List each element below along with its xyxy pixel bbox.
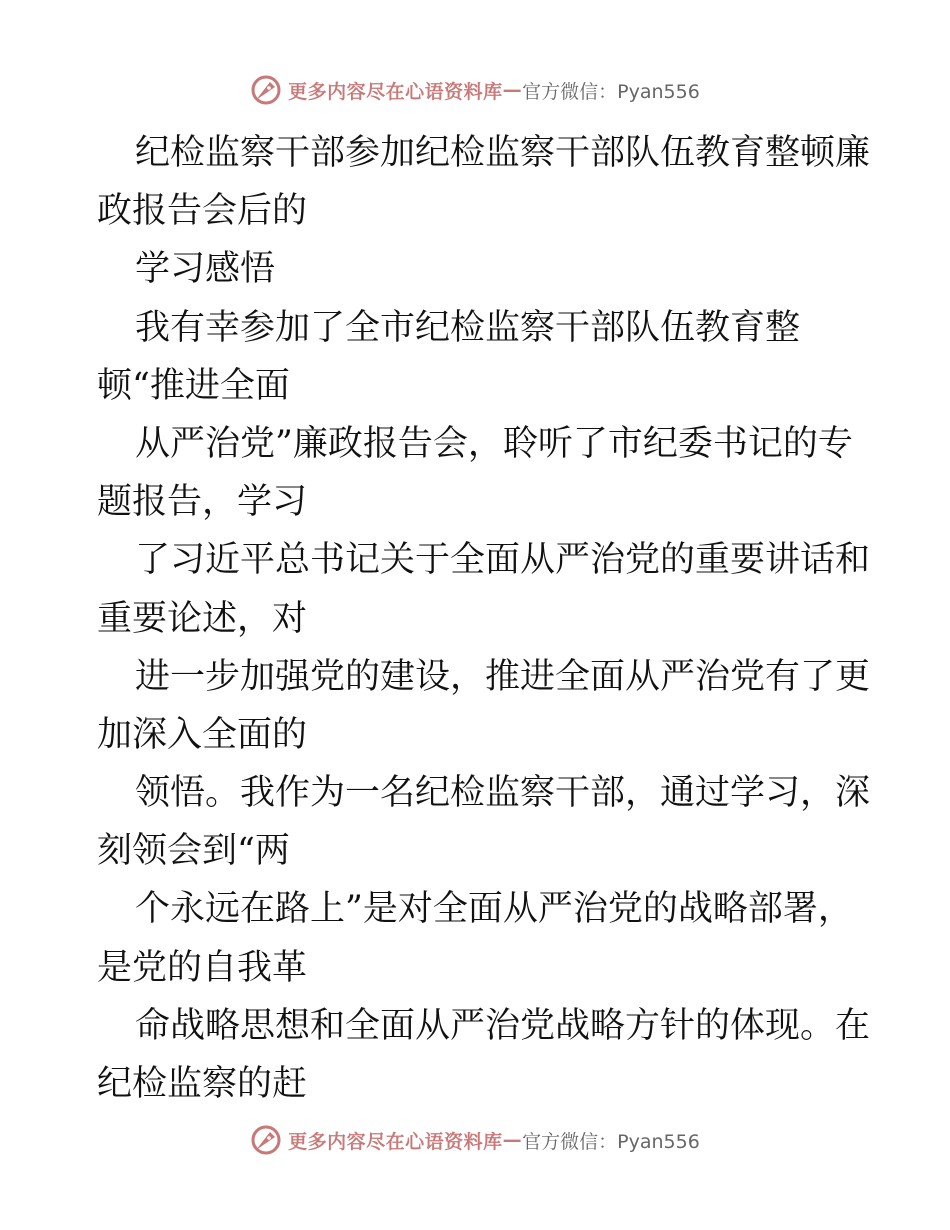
banner-wechat-text: 官方微信：Pyan556 [522,1130,700,1153]
text-line: 顿“推进全面 [97,365,290,406]
text-line: 是党的自我革 [97,947,308,988]
text-line: 从严治党”廉政报告会，聆听了市纪委书记的专 [135,423,853,464]
text-line: 学习感悟 [135,249,276,290]
banner-separator: — [502,1129,523,1151]
text-line: 领悟。我作为一名纪检监察干部，通过学习，深 [135,773,871,814]
document-body [97,124,871,1113]
text-line: 纪检监察干部参加纪检监察干部队伍教育整顿廉 [135,133,871,173]
text-line: 个永远在路上”是对全面从严治党的战略部署， [135,889,853,930]
text-line: 进一步加强党的建设，推进全面从严治党有了更 [135,656,871,697]
header-banner[interactable] [0,72,950,108]
banner-site-text: 更多内容尽在心语资料库 [288,80,503,103]
text-line: 题报告，学习 [97,482,308,523]
banner-separator: — [502,79,523,101]
pen-nib-circle-logo-icon [250,1124,282,1156]
banner-wechat-text: 官方微信：Pyan556 [522,80,700,103]
text-line: 刻领会到“两 [97,831,290,872]
text-line: 我有幸参加了全市纪检监察干部队伍教育整 [135,307,801,348]
text-line: 重要论述，对 [97,598,308,639]
banner-site-text: 更多内容尽在心语资料库 [288,1130,503,1153]
footer-banner[interactable] [0,1122,950,1158]
text-line: 了习近平总书记关于全面从严治党的重要讲话和 [135,540,871,581]
text-line: 加深入全面的 [97,714,308,755]
pen-nib-circle-logo-icon [250,74,282,106]
text-line: 政报告会后的 [97,191,308,232]
text-line: 命战略思想和全面从严治党战略方针的体现。在 [135,1005,871,1046]
text-line: 纪检监察的赶 [97,1064,308,1104]
